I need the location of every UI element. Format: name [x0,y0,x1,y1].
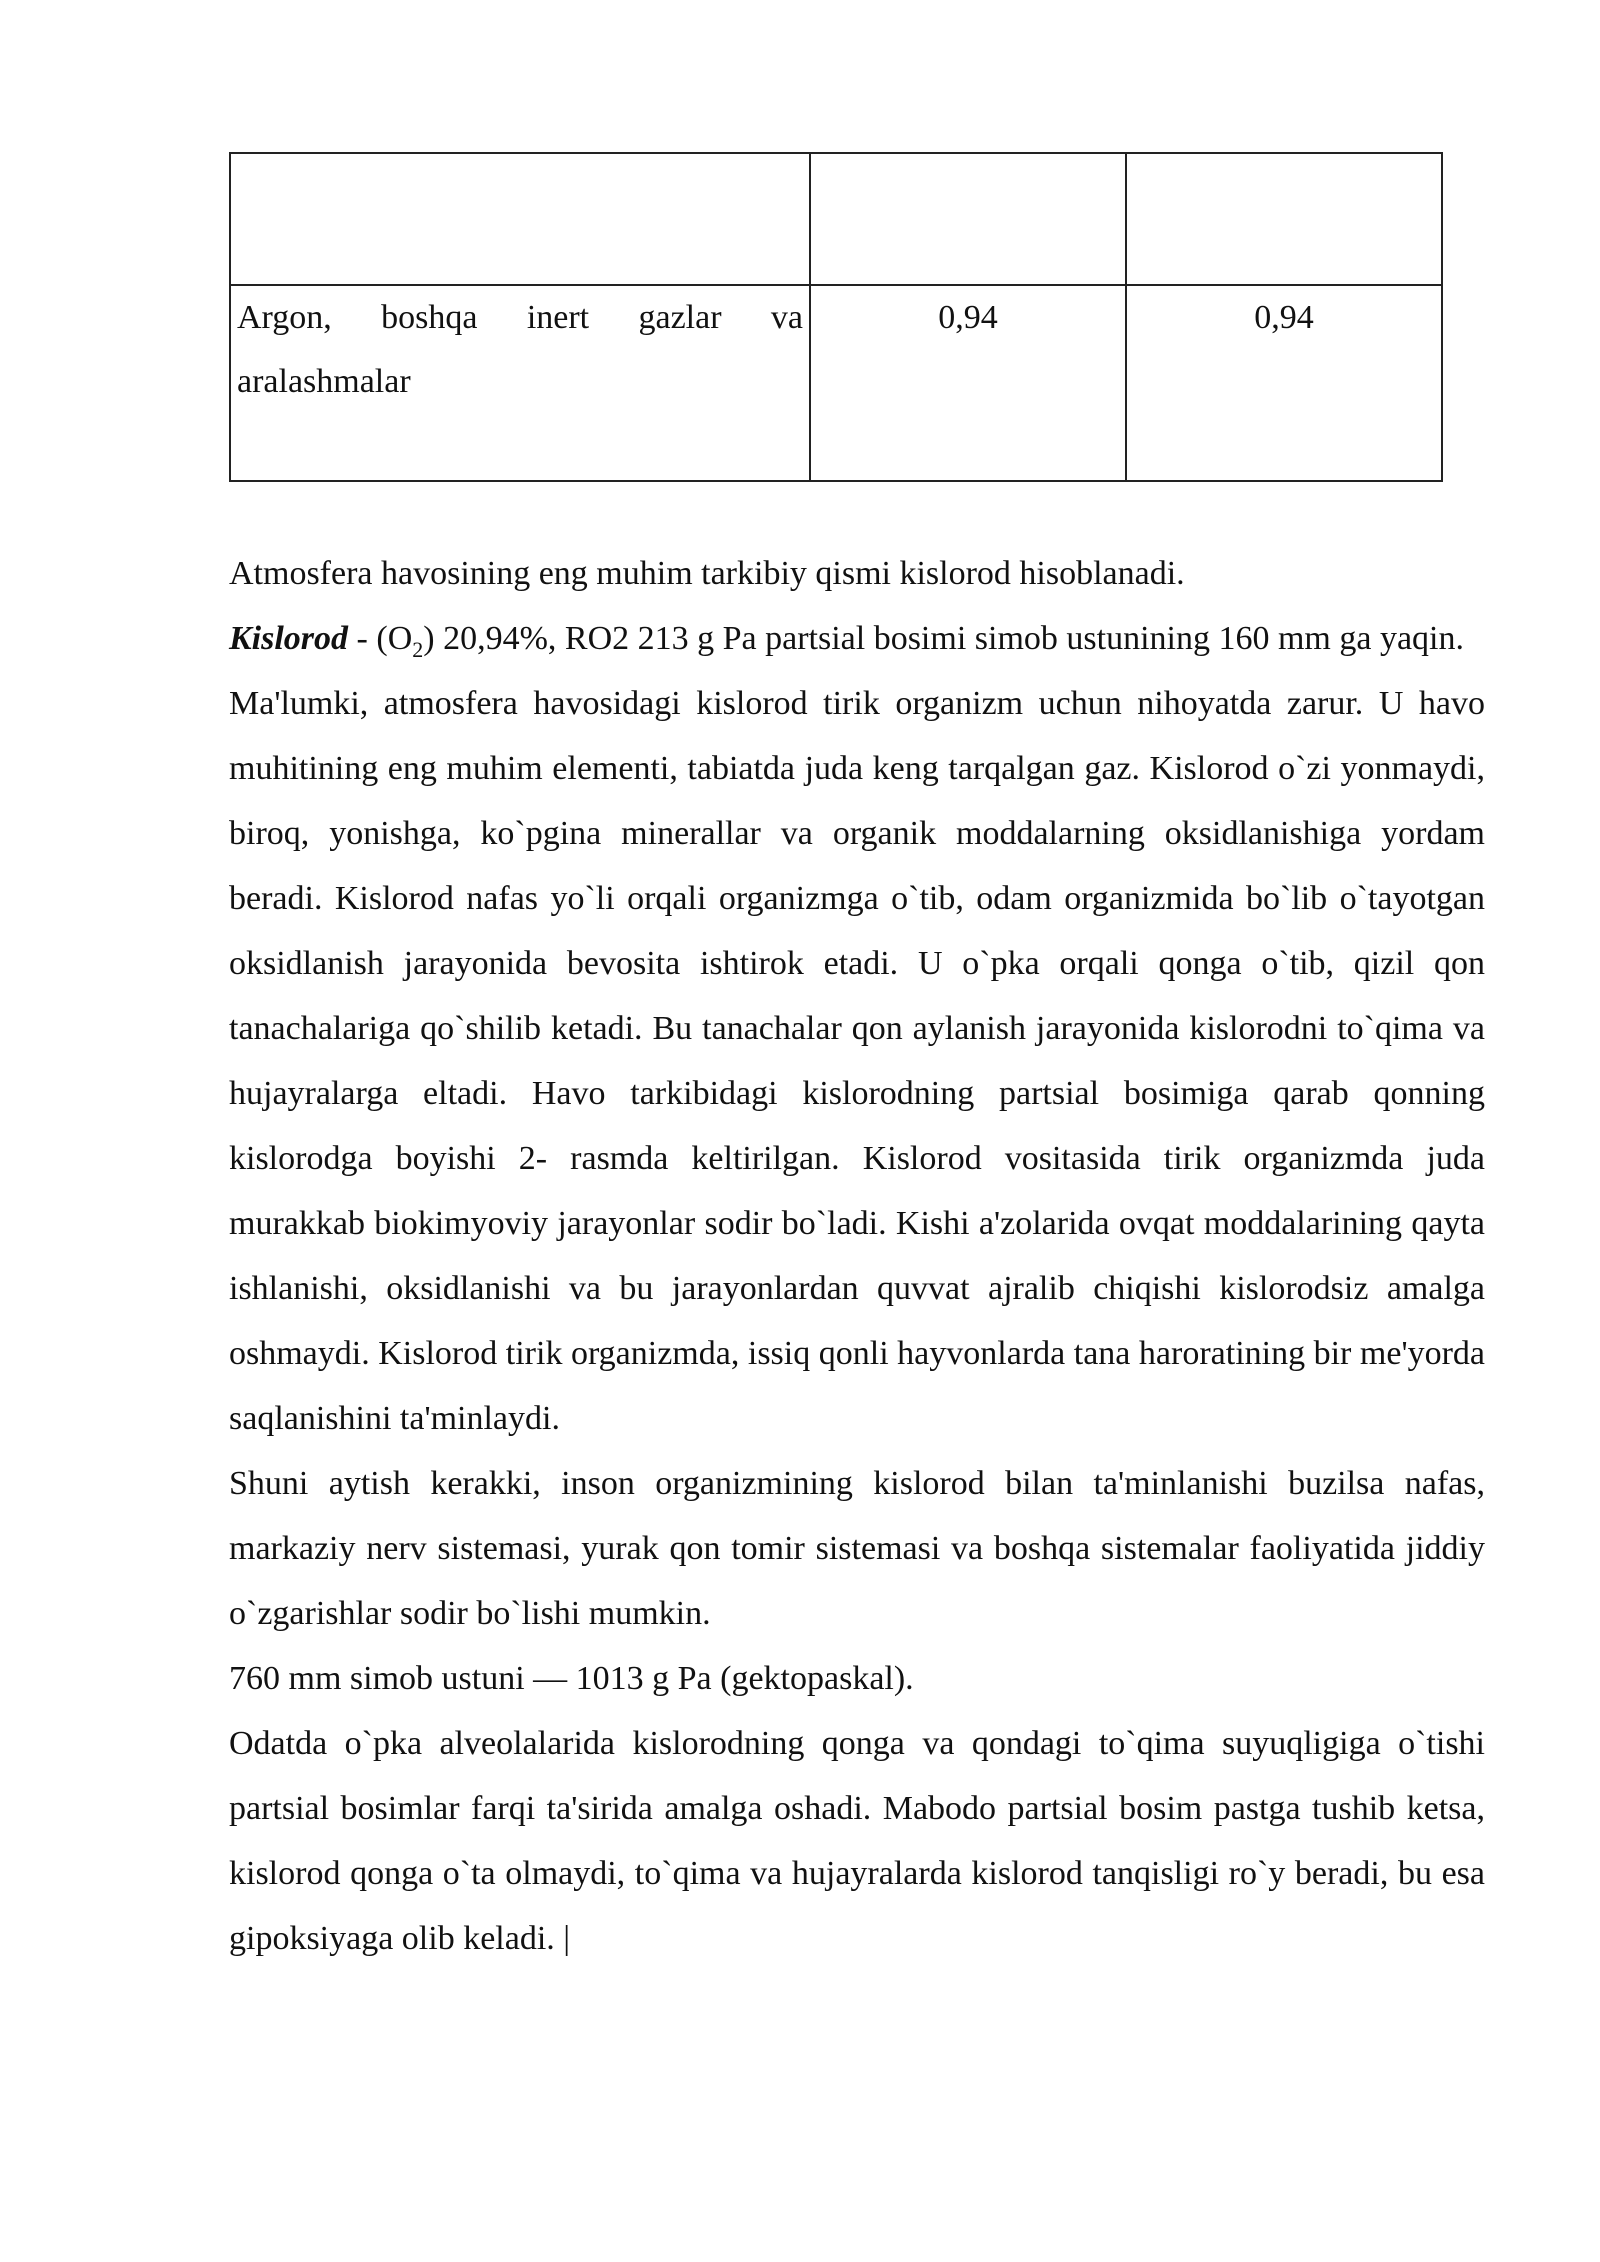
table-row [230,153,1442,285]
table-cell-value-2: 0,94 [1126,285,1442,481]
table-cell-name: Argon, boshqa inert gazlar va aralashmalar [230,285,810,481]
paragraph-oxygen-deficiency: Shuni aytish kerakki, inson organizmining kislorod bilan ta'minlanishi buzilsa nafas, markaziy nerv sistemasi, yurak qon tomir sistemasi va boshqa sistemalar faoliyatida jiddiy o`zgarishlar sodir bo`lishi mumkin. [229,1465,1485,1632]
formula-subscript: 2 [412,636,424,662]
table-cell-value-1: 0,94 [810,285,1126,481]
paragraph-pressure-conversion: 760 mm simob ustuni — 1013 g Pa (gektopaskal). [229,1660,914,1697]
paragraph-intro: Atmosfera havosining eng muhim tarkibiy qismi kislorod hisoblanadi. [229,555,1185,592]
paragraph-oxygen-definition [229,606,1485,671]
table-cell-value-2 [1126,153,1442,285]
formula-prefix: - (O [348,620,413,657]
body-text [229,541,1485,1971]
keyword-kislorod: Kislorod [229,620,349,657]
formula-suffix: ) 20,94%, RO2 213 g Pa partsial bosimi simob ustunining 160 mm ga yaqin. [423,620,1464,657]
paragraph-hypoxia: Odatda o`pka alveolalarida kislorodning qonga va qondagi to`qima suyuqligiga o`tishi partsial bosimlar farqi ta'sirida amalga oshadi. Mabodo partsial bosim pastga tushib ketsa, kislorod qonga o`ta olmaydi, to`qima va hujayralarda kislorod tanqisligi ro`y beradi, bu esa gipoksiyaga olib keladi. | [229,1725,1485,1957]
gas-composition-table [229,152,1443,482]
table-row [230,285,1442,481]
table-cell-value-1 [810,153,1126,285]
paragraph-oxygen-role: Ma'lumki, atmosfera havosidagi kislorod tirik organizm uchun nihoyatda zarur. U havo muhitining eng muhim elementi, tabiatda juda keng tarqalgan gaz. Kislorod o`zi yonmaydi, biroq, yonishga, ko`pgina minerallar va organik moddalarning oksidlanishiga yordam beradi. Kislorod nafas yo`li orqali organizmga o`tib, odam organizmida bo`lib o`tayotgan oksidlanish jarayonida bevosita ishtirok etadi. U o`pka orqali qonga o`tib, qizil qon tanachalariga qo`shilib ketadi. Bu tanachalar qon aylanish jarayonida kislorodni to`qima va hujayralarga eltadi. Havo tarkibidagi kislorodning partsial bosimiga qarab qonning kislorodga boyishi 2- rasmda keltirilgan. Kislorod vositasida tirik organizmda juda murakkab biokimyoviy jarayonlar sodir bo`ladi. Kishi a'zolarida ovqat moddalarining qayta ishlanishi, oksidlanishi va bu jarayonlardan quvvat ajralib chiqishi kislorodsiz amalga oshmaydi. Kislorod tirik organizmda, issiq qonli hayvonlarda tana haroratining bir me'yorda saqlanishini ta'minlaydi. [229,685,1485,1437]
table-cell-name [230,153,810,285]
